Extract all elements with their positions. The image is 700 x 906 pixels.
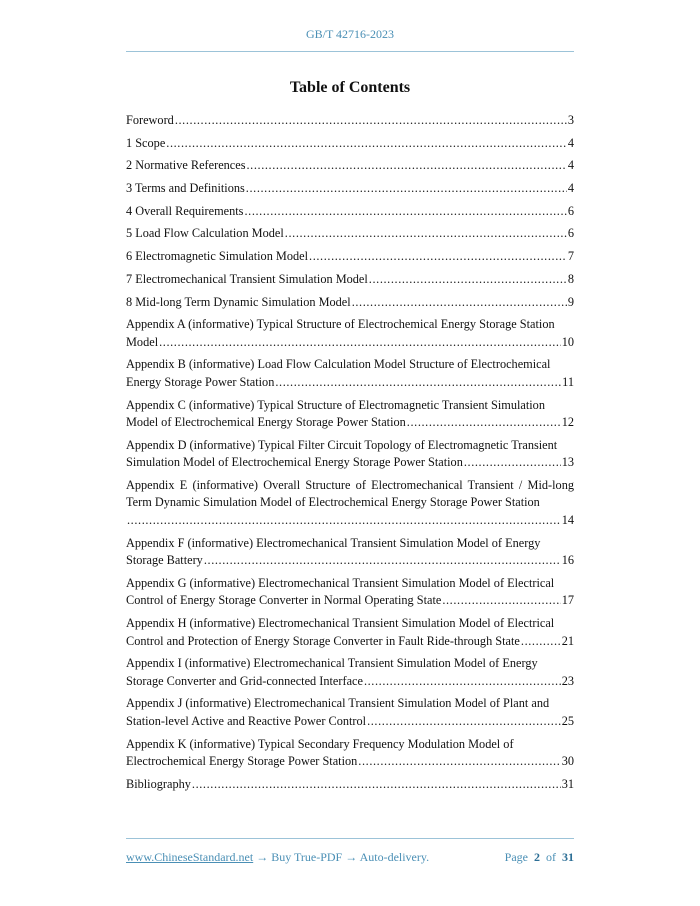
table-of-contents bbox=[126, 112, 574, 798]
toc-entry-title: Appendix J (informative) Electromechanical Transient Simulation Model of Plant and bbox=[126, 696, 550, 711]
toc-entry-title-end: Foreword bbox=[126, 113, 174, 127]
toc-entry-title: Appendix I (informative) Electromechanical Transient Simulation Model of Energy bbox=[126, 656, 538, 671]
toc-entry[interactable] bbox=[126, 316, 574, 351]
toc-entry-title-end: Control and Protection of Energy Storage Converter in Fault Ride-through State bbox=[126, 633, 520, 648]
toc-entry-title-end: 2 Normative References bbox=[126, 158, 246, 173]
toc-leader-line bbox=[126, 271, 574, 289]
toc-page-number: 17 bbox=[561, 593, 574, 608]
toc-entry[interactable] bbox=[126, 248, 574, 266]
toc-page-number: 6 bbox=[567, 203, 574, 218]
dot-leader bbox=[364, 673, 561, 691]
toc-entry-title: Appendix C (informative) Typical Structure of Electromagnetic Transient Simulation bbox=[126, 397, 545, 412]
page-indicator bbox=[505, 850, 574, 865]
toc-entry-title-end: Control of Energy Storage Converter in Normal Operating State bbox=[126, 593, 442, 608]
toc-entry-title-end: Electrochemical Energy Storage Power Station bbox=[126, 754, 358, 769]
total-pages: 31 bbox=[562, 850, 574, 864]
dot-leader bbox=[275, 374, 561, 392]
toc-leader-line bbox=[126, 776, 574, 794]
toc-entry-title: Appendix K (informative) Typical Secondary Frequency Modulation Model of bbox=[126, 736, 514, 751]
dot-leader bbox=[369, 271, 567, 289]
header-divider bbox=[126, 51, 574, 52]
toc-leader-line bbox=[126, 157, 574, 175]
toc-page-number: 4 bbox=[567, 135, 574, 150]
toc-entry[interactable] bbox=[126, 180, 574, 198]
toc-page-number: 3 bbox=[567, 113, 574, 127]
footer-promo bbox=[126, 850, 429, 865]
toc-entry-title-end: 6 Electromagnetic Simulation Model bbox=[126, 249, 309, 264]
current-page-number: 2 bbox=[534, 850, 540, 864]
toc-entry[interactable] bbox=[126, 397, 574, 432]
toc-entry-title-end: 5 Load Flow Calculation Model bbox=[126, 226, 284, 241]
toc-entry-title-end: Storage Battery bbox=[126, 553, 203, 568]
toc-entry[interactable] bbox=[126, 112, 574, 130]
dot-leader bbox=[521, 633, 561, 651]
dot-leader bbox=[358, 753, 560, 771]
toc-entry[interactable] bbox=[126, 776, 574, 794]
toc-leader-line bbox=[126, 713, 574, 731]
toc-leader-line bbox=[126, 414, 574, 432]
toc-entry-title-end: Storage Converter and Grid-connected Interface bbox=[126, 673, 363, 688]
toc-entry-title: Appendix G (informative) Electromechanical Transient Simulation Model of Electrical bbox=[126, 575, 555, 590]
dot-leader bbox=[407, 414, 561, 432]
toc-entry-title-end: 4 Overall Requirements bbox=[126, 203, 244, 218]
toc-page-number: 13 bbox=[561, 455, 574, 470]
toc-entry-title-end: 3 Terms and Definitions bbox=[126, 181, 245, 196]
toc-entry[interactable] bbox=[126, 575, 574, 610]
toc-leader-line bbox=[126, 633, 574, 651]
toc-leader-line bbox=[126, 673, 574, 691]
dot-leader bbox=[192, 776, 561, 794]
toc-leader-line bbox=[126, 334, 574, 352]
toc-page-number: 30 bbox=[561, 754, 574, 769]
dot-leader bbox=[309, 248, 567, 266]
page-label: Page bbox=[504, 850, 528, 864]
toc-entry[interactable] bbox=[126, 695, 574, 730]
toc-leader-line bbox=[126, 592, 574, 610]
toc-entry[interactable] bbox=[126, 736, 574, 771]
toc-leader-line bbox=[126, 454, 574, 472]
dot-leader bbox=[127, 512, 561, 530]
toc-entry[interactable] bbox=[126, 135, 574, 153]
dot-leader bbox=[175, 112, 567, 130]
dot-leader bbox=[285, 225, 567, 243]
toc-page-number: 6 bbox=[567, 226, 574, 241]
toc-page-number: 23 bbox=[561, 673, 574, 688]
of-label: of bbox=[546, 850, 556, 864]
toc-leader-line bbox=[126, 225, 574, 243]
toc-entry-title: Appendix D (informative) Typical Filter Circuit Topology of Electromagnetic Transient bbox=[126, 437, 558, 452]
toc-page-number: 9 bbox=[567, 294, 574, 309]
toc-page-number: 16 bbox=[561, 553, 574, 568]
toc-entry[interactable] bbox=[126, 437, 574, 472]
toc-leader-line bbox=[126, 294, 574, 312]
dot-leader bbox=[246, 180, 567, 198]
toc-entry[interactable] bbox=[126, 535, 574, 570]
toc-leader-line bbox=[126, 180, 574, 198]
toc-leader-line bbox=[126, 374, 574, 392]
toc-leader-line bbox=[126, 512, 574, 530]
toc-entry-title-end: Model of Electrochemical Energy Storage Power Station bbox=[126, 415, 406, 430]
toc-entry[interactable] bbox=[126, 477, 574, 530]
toc-entry-title: Appendix E (informative) Overall Structure of Electromechanical Transient / Mid-long Term Dynamic Simulation Model of Electrochemical Energy Storage Power Station bbox=[126, 477, 574, 510]
toc-page-number: 7 bbox=[567, 249, 574, 264]
toc-entry-title-end: 1 Scope bbox=[126, 135, 166, 150]
document-code-header: GB/T 42716-2023 bbox=[305, 27, 395, 41]
footer-divider bbox=[126, 838, 574, 839]
toc-entry[interactable] bbox=[126, 203, 574, 221]
toc-entry[interactable] bbox=[126, 271, 574, 289]
toc-entry[interactable] bbox=[126, 225, 574, 243]
dot-leader bbox=[247, 157, 567, 175]
page-footer bbox=[126, 850, 574, 866]
toc-page-number: 14 bbox=[561, 512, 574, 527]
dot-leader bbox=[159, 334, 561, 352]
toc-page-number: 11 bbox=[562, 374, 574, 389]
toc-page-number: 31 bbox=[561, 776, 574, 791]
toc-page-number: 4 bbox=[567, 158, 574, 173]
toc-leader-line bbox=[126, 112, 574, 130]
toc-entry[interactable] bbox=[126, 655, 574, 690]
dot-leader bbox=[204, 552, 561, 570]
footer-promo-text: → Buy True-PDF → Auto-delivery. bbox=[253, 850, 430, 864]
toc-entry-title-end: 8 Mid-long Term Dynamic Simulation Model bbox=[126, 294, 351, 309]
toc-entry-title-end: Energy Storage Power Station bbox=[126, 374, 275, 389]
toc-entry-title-end: 7 Electromechanical Transient Simulation Model bbox=[126, 271, 368, 286]
toc-leader-line bbox=[126, 753, 574, 771]
toc-page-number: 25 bbox=[561, 713, 574, 728]
toc-page-number: 4 bbox=[567, 181, 574, 196]
toc-page-number: 12 bbox=[561, 415, 574, 430]
toc-entry-title: Appendix H (informative) Electromechanical Transient Simulation Model of Electrical bbox=[126, 616, 555, 630]
toc-leader-line bbox=[126, 135, 574, 153]
toc-page-number: 8 bbox=[567, 271, 574, 286]
toc-entry[interactable] bbox=[126, 615, 574, 650]
dot-leader bbox=[367, 713, 561, 731]
toc-leader-line bbox=[126, 248, 574, 266]
dot-leader bbox=[464, 454, 561, 472]
website-link[interactable]: www.ChineseStandard.net bbox=[126, 850, 254, 864]
toc-entry[interactable] bbox=[126, 157, 574, 175]
page-title: Table of Contents bbox=[289, 79, 411, 96]
toc-entry[interactable] bbox=[126, 294, 574, 312]
toc-entry-title-end: Model bbox=[126, 334, 159, 349]
dot-leader bbox=[442, 592, 560, 610]
toc-entry-title: Appendix F (informative) Electromechanical Transient Simulation Model of Energy bbox=[126, 535, 541, 550]
dot-leader bbox=[166, 135, 567, 153]
dot-leader bbox=[244, 203, 566, 221]
dot-leader bbox=[352, 294, 567, 312]
toc-entry-title-end: Bibliography bbox=[126, 776, 191, 791]
toc-entry-title: Appendix B (informative) Load Flow Calculation Model Structure of Electrochemical bbox=[126, 357, 551, 372]
toc-entry-title: Appendix A (informative) Typical Structure of Electrochemical Energy Storage Station bbox=[126, 317, 555, 332]
toc-entry-title-end: Station-level Active and Reactive Power Control bbox=[126, 713, 367, 728]
toc-entry-title-end: Simulation Model of Electrochemical Energy Storage Power Station bbox=[126, 455, 463, 470]
toc-leader-line bbox=[126, 203, 574, 221]
toc-page-number: 10 bbox=[561, 334, 574, 349]
toc-entry[interactable] bbox=[126, 356, 574, 391]
toc-leader-line bbox=[126, 552, 574, 570]
toc-page-number: 21 bbox=[561, 633, 574, 648]
